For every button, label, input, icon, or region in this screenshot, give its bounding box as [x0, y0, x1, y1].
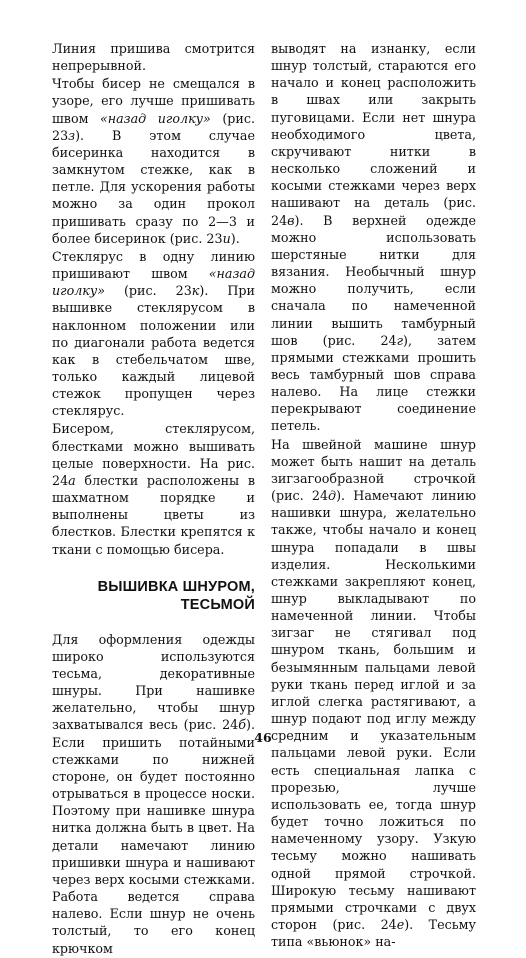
paragraph: Для оформления одежды широко используются тесьма, декоративные шнуры. При нашивке желательно, чтобы шнур захватывался весь (рис. 24б). Если пришить потайными стежками по нижней стороне, он будет постоянно отрываться в процессе носки. Поэтому при нашивке шнура нитка должна быть в цвет. На детали намечают линию пришивки шнура и нашивают через верх косыми стежками. Работа ведется справа налево. Если шнур не очень толстый, то его конец крючком — [52, 631, 255, 956]
right-column — [271, 40, 476, 951]
page-number: 46 — [254, 730, 272, 745]
paragraph: выводят на изнанку, если шнур толстый, стараются его начало и конец расположить в швах или закрыть пуговицами. Если нет шнура необходимого цвета, скручивают нитки в несколько сложений и косыми стежками через верх нашивают на деталь (рис. 24в). В верхней одежде можно использовать шерстяные нитки для вязания. Необычный шнур можно получить, если сначала по намеченной линии вышить тамбурный шов (рис. 24г), затем прямыми стежками прошить весь тамбурный шов справа налево. На лице стежки перекрывают соединение петель. — [271, 41, 476, 434]
left-column — [52, 40, 255, 958]
paragraph: На швейной машине шнур может быть нашит на деталь зигзагообразной строчкой (рис. 24д). Намечают линию нашивки шнура, желательно также, чтобы начало и конец шнура попадали в швы изделия. Несколькими стежками закрепляют конец, шнур выкладывают по намеченной линии. Чтобы зигзаг не стягивал под шнуром ткань, большим и безымянным пальцами левой руки ткань перед иглой и за иглой слегка растягивают, а шнур подают под иглу между средним и указательным пальцами левой руки. Если есть специальная лапка с прорезью, лучше использовать ее, тогда шнур будет точно ложиться по намеченному узору. Узкую тесьму можно нашивать одной прямой строчкой. Широкую тесьму нашивают прямыми строчками с двух сторон (рис. 24е). Тесьму типа «вьюнок» на- — [271, 436, 476, 950]
paragraph: Стеклярус в одну линию пришивают швом «назад иголку» (рис. 23к). При вышивке стеклярусом в наклонном положении или по диагонали работа ведется как в стебельчатом шве, только каждый лицевой стежок пропущен через стеклярус. — [52, 248, 255, 419]
paragraph: Бисером, стеклярусом, блестками можно вышивать целые поверхности. На рис. 24а блестки расположены в шахматном порядке и выполнены цветы из блестков. Блестки крепятся к ткани с помощью бисера. — [52, 421, 255, 557]
paragraph: Линия пришива смотрится непрерывной. — [52, 41, 255, 74]
section-heading: ВЫШИВКА ШНУРОМ, ТЕСЬМОЙ — [97, 578, 255, 614]
paragraph: Чтобы бисер не смещался в узоре, его лучше пришивать швом «назад иголку» (рис. 23з). В этом случае бисеринка находится в замкнутом стежке, как в петле. Для ускорения работы можно за один прокол пришивать сразу по 2—3 и более бисеринок (рис. 23и). — [52, 76, 255, 246]
